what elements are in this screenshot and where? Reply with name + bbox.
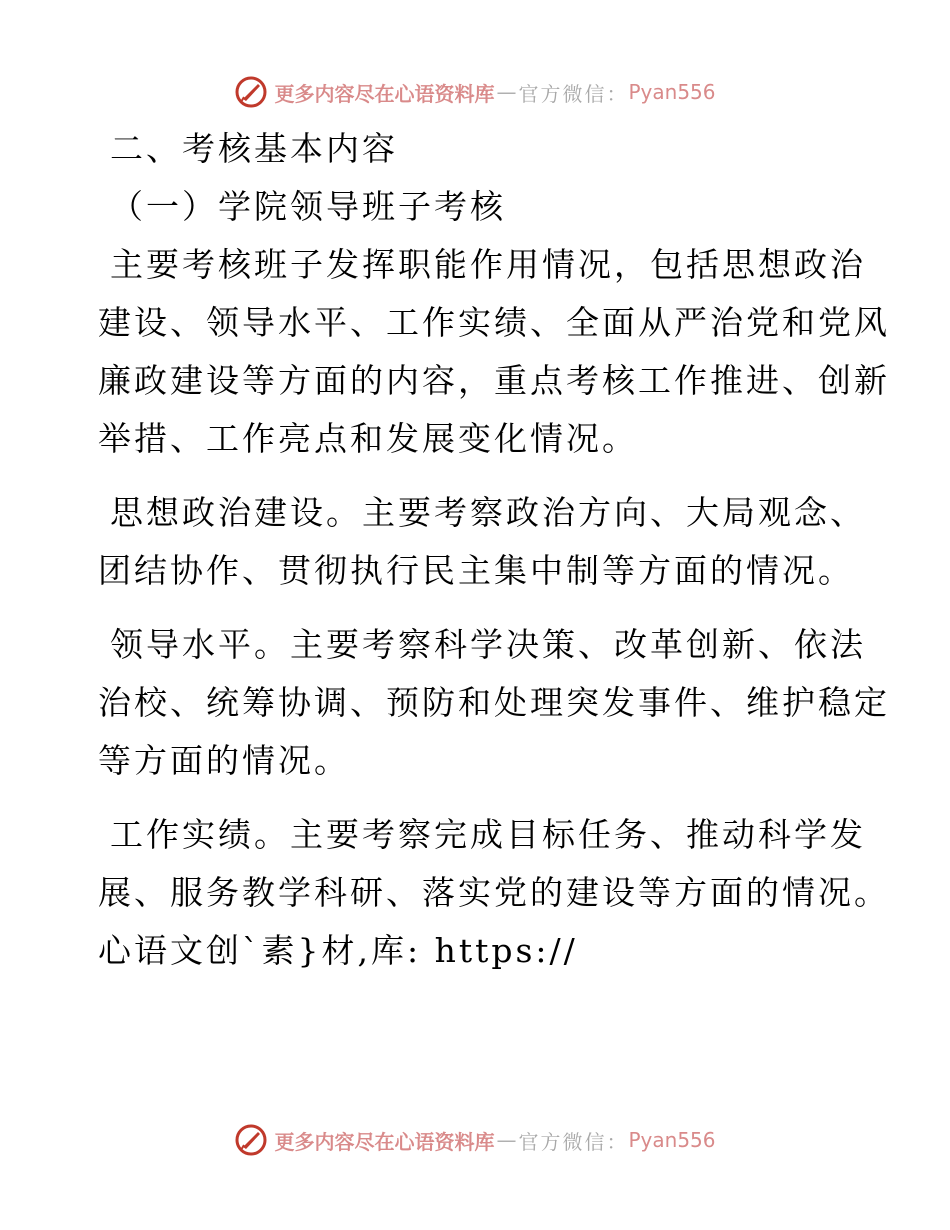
watermark-main-text: 更多内容尽在心语资料库 [274,1129,495,1154]
paragraph-line: 等方面的情况。 [98,741,350,780]
watermark-dash: — [496,1128,517,1152]
paragraph-line: 建设、领导水平、工作实绩、全面从严治党和党风 [98,303,890,342]
paragraph-line: 领导水平。主要考察科学决策、改革创新、依法 [110,625,866,664]
footer-watermark [0,1120,950,1160]
subsection-heading: （一）学院领导班子考核 [110,187,506,226]
watermark-wechat-id: Pyan556 [628,80,716,104]
quill-logo-icon [234,1123,268,1157]
paragraph-line: 主要考核班子发挥职能作用情况，包括思想政治 [110,245,866,284]
paragraph-line: 廉政建设等方面的内容，重点考核工作推进、创新 [98,361,890,400]
paragraph-line: 工作实绩。主要考察完成目标任务、推动科学发 [110,815,866,854]
quill-logo-icon [234,75,268,109]
paragraph-line: 团结协作、贯彻执行民主集中制等方面的情况。 [98,551,854,590]
paragraph-performance [98,806,890,980]
paragraph-line: 治校、统筹协调、预防和处理突发事件、维护稳定 [98,683,890,722]
paragraph-line: 思想政治建设。主要考察政治方向、大局观念、 [110,493,866,532]
section-heading: 二、考核基本内容 [110,129,398,168]
paragraph-leadership [98,616,890,790]
paragraph-line: 举措、工作亮点和发展变化情况。 [98,419,638,458]
paragraph-political [98,484,866,600]
header-watermark [0,72,950,112]
watermark-dash: — [496,80,517,104]
watermark-sub-text: 官方微信： [518,1129,629,1154]
paragraph-line: 心语文创`素}材,库: https:// [98,931,578,970]
watermark-sub-text: 官方微信： [518,81,629,106]
document-body [98,120,890,980]
watermark-wechat-id: Pyan556 [628,1128,716,1152]
paragraph-line: 展、服务教学科研、落实党的建设等方面的情况。 [98,873,890,912]
watermark-main-text: 更多内容尽在心语资料库 [274,81,495,106]
paragraph-overview [98,236,890,468]
